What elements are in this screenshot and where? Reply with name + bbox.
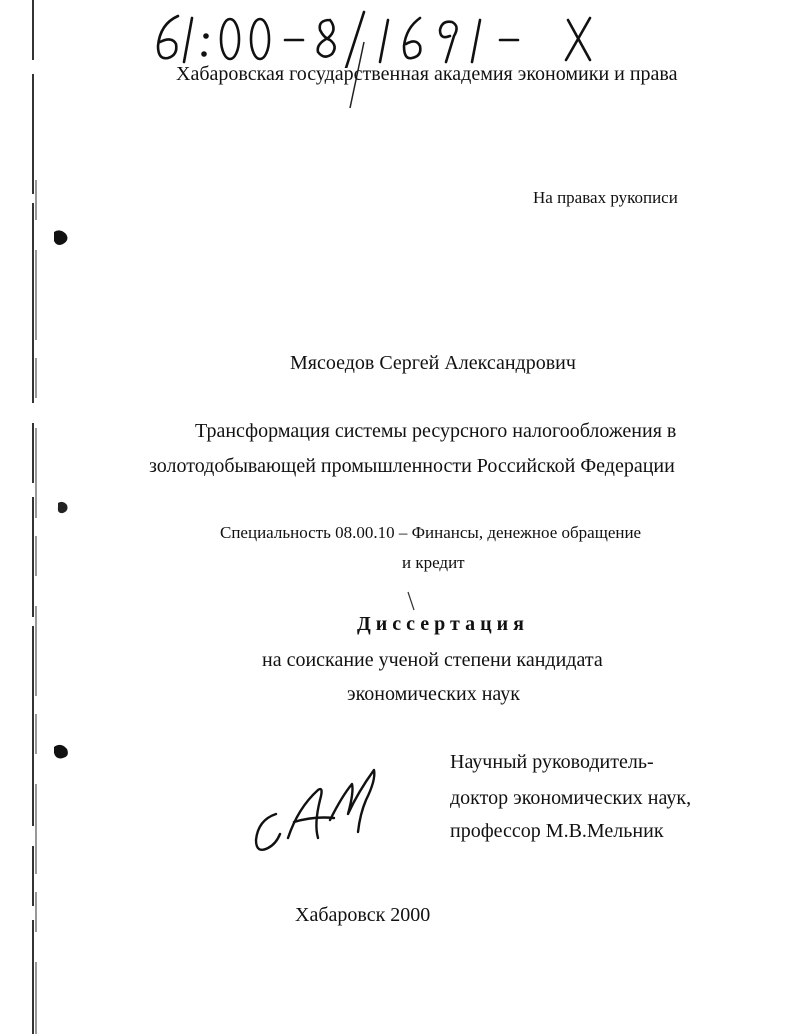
degree-line-2: экономических наук (347, 683, 520, 705)
institution-name: Хабаровская государственная академия экономики и права (176, 63, 678, 85)
advisor-line-1: Научный руководитель- (450, 751, 654, 773)
dissertation-title-line-2: золотодобывающей промышленности Российской Федерации (149, 455, 675, 477)
dissertation-title-line-1: Трансформация системы ресурсного налогообложения в (195, 420, 677, 442)
rights-note: На правах рукописи (533, 188, 678, 207)
scan-tick-mark (404, 590, 420, 612)
scan-margin-marks (0, 0, 90, 1034)
work-type-heading: Диссертация (357, 613, 529, 635)
specialty-line-2: и кредит (402, 553, 465, 572)
author-name: Мясоедов Сергей Александрович (290, 352, 576, 374)
advisor-line-3: профессор М.В.Мельник (450, 820, 664, 842)
advisor-line-2: доктор экономических наук, (450, 787, 692, 809)
place-and-year: Хабаровск 2000 (295, 904, 431, 926)
archive-stamp-handwritten (150, 6, 610, 68)
degree-line-1: на соискание ученой степени кандидата (262, 649, 603, 671)
specialty-line-1: Специальность 08.00.10 – Финансы, денежное обращение (220, 523, 642, 542)
handwritten-signature-icon (248, 760, 388, 860)
